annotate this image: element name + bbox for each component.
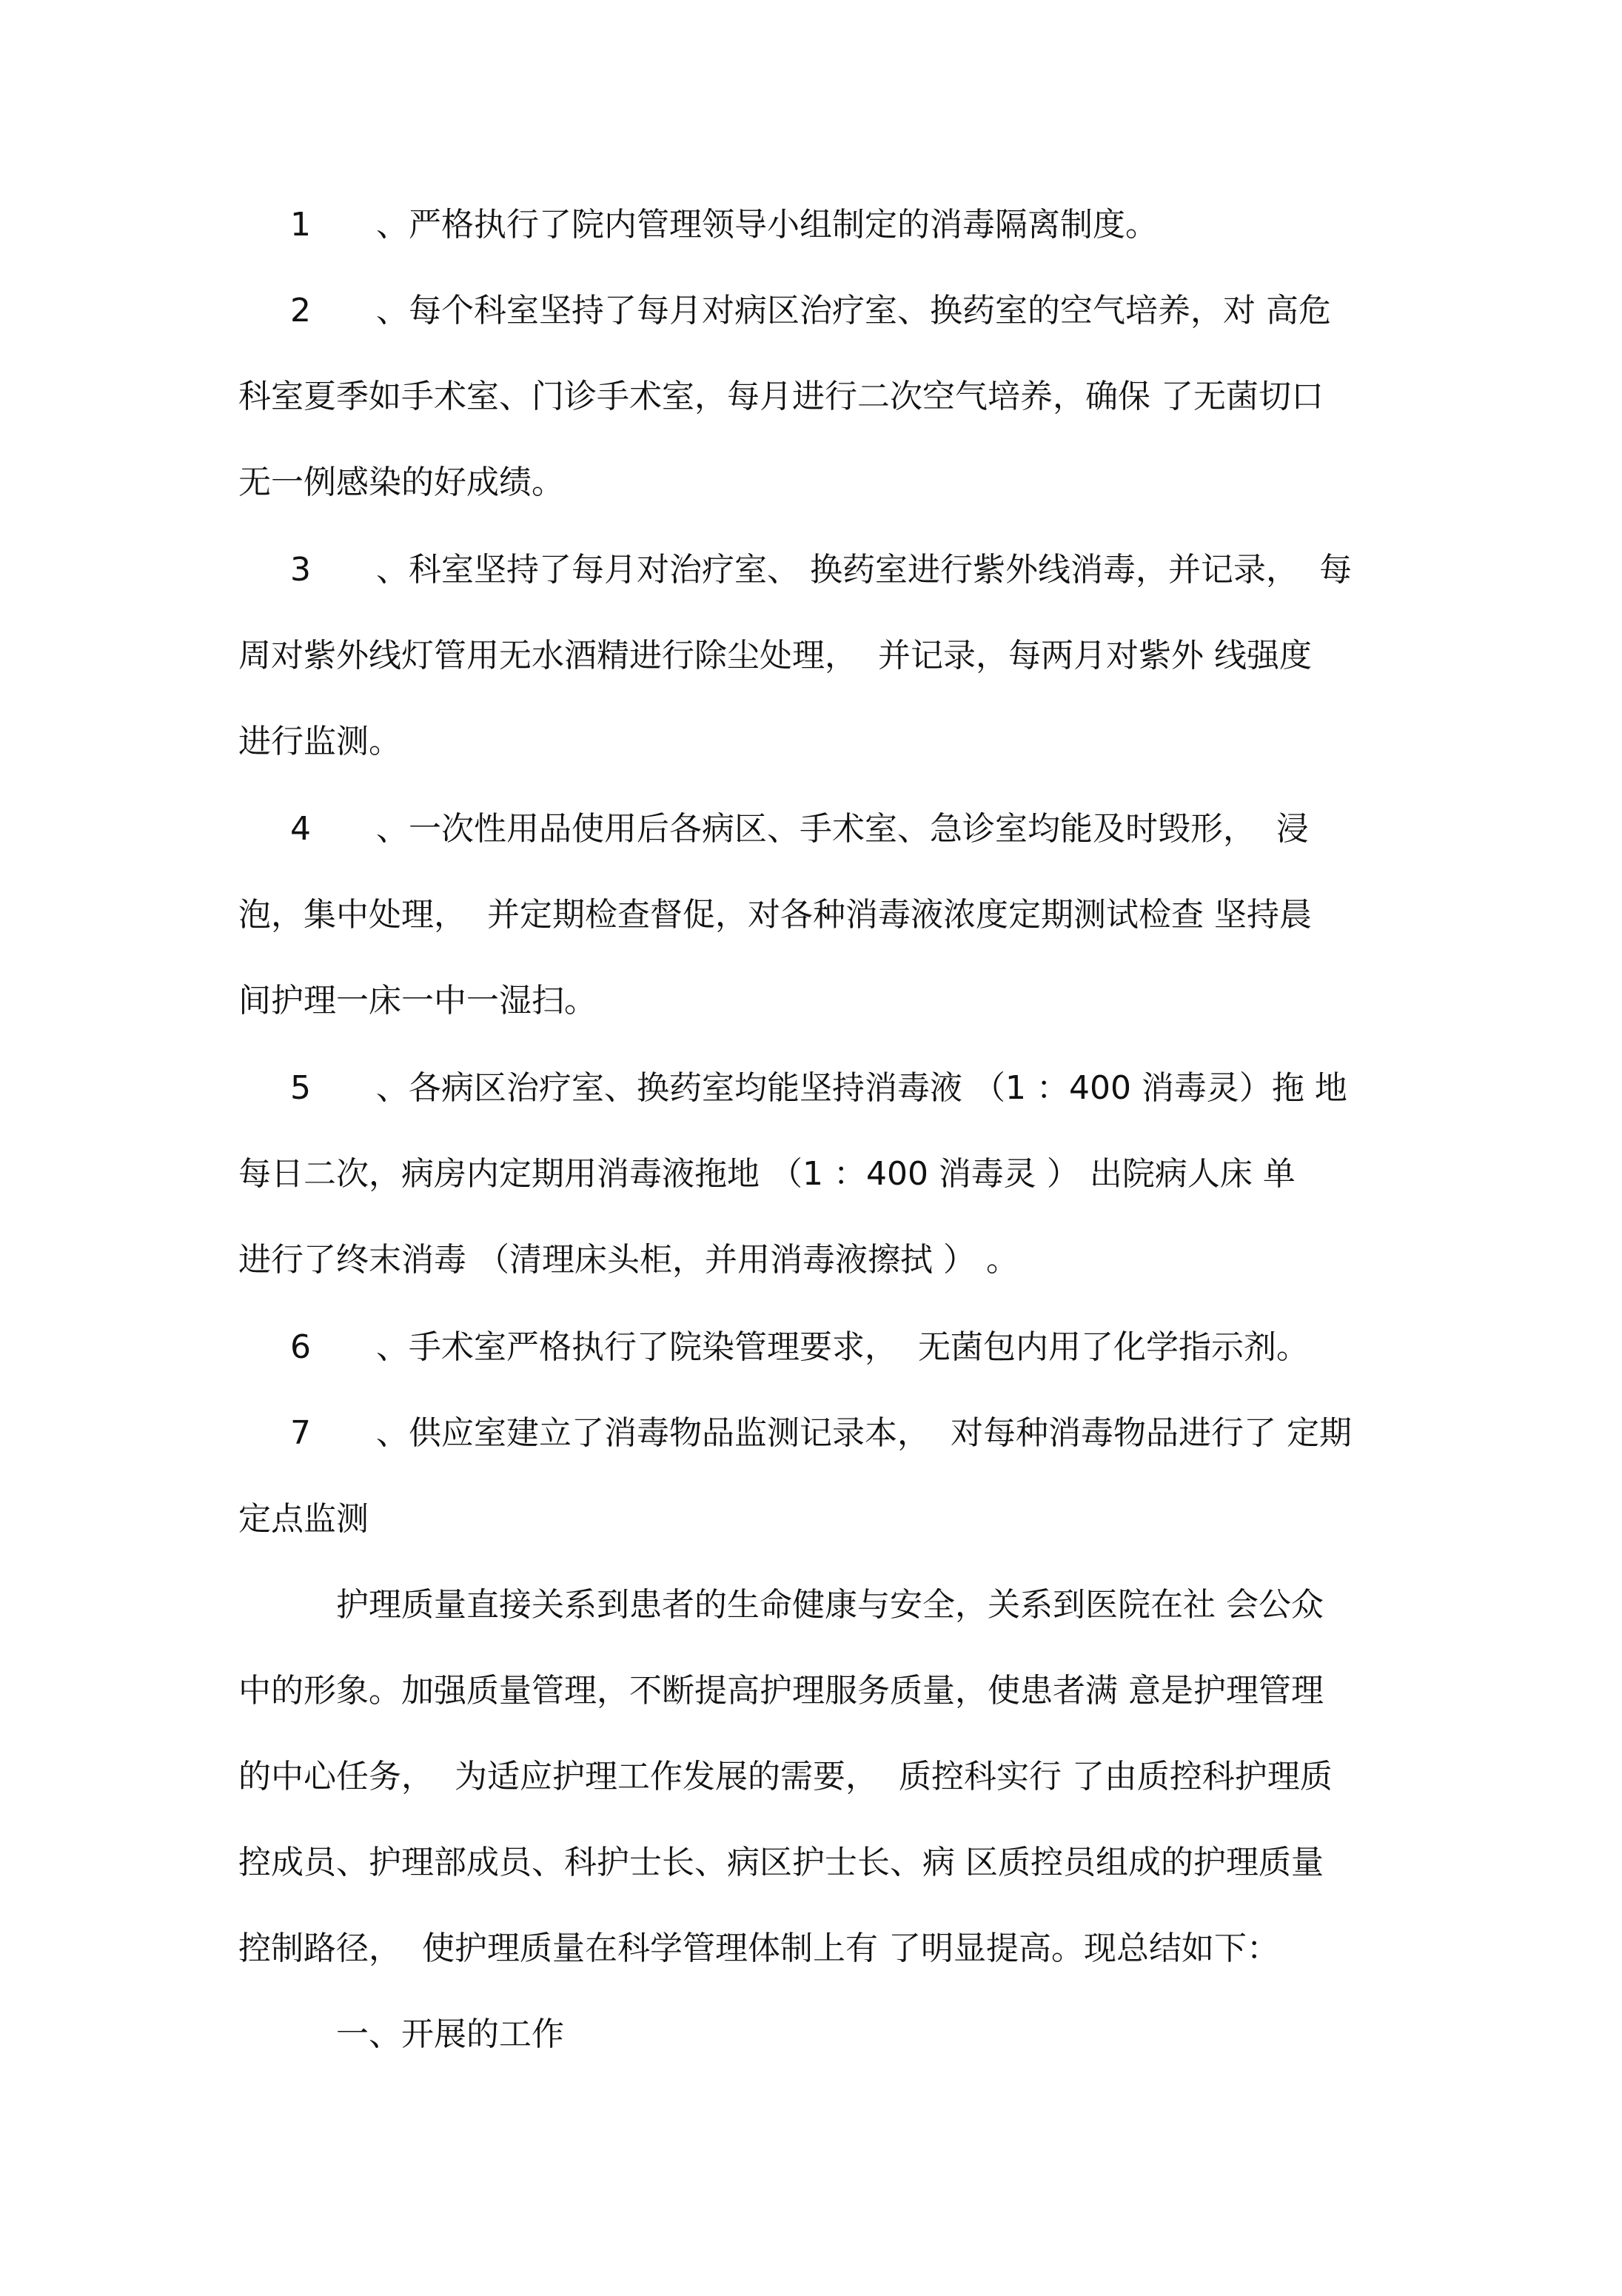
item-1-number: 1: [290, 206, 311, 244]
paragraph-line-3: 的中心任务， 为适应护理工作发展的需要， 质控科实行 了由质控科护理质: [238, 1758, 1333, 1795]
paragraph-line-2: 中的形象。加强质量管理，不断提高护理服务质量，使患者满 意是护理管理: [238, 1672, 1324, 1710]
item-3-text-1: 、科室坚持了每月对治疗室、 换药室进行紫外线消毒，并记录， 每: [376, 551, 1352, 589]
item-4-line-1: [238, 807, 1309, 851]
item-5-line-1: [238, 1066, 1347, 1111]
item-5-line-2: 每日二次，病房内定期用消毒液拖地 （1 ：400 消毒灵 ） 出院病人床 单: [238, 1155, 1296, 1193]
item-3-line-1: [238, 548, 1352, 592]
item-2-text-1: 、每个科室坚持了每月对病区治疗室、换药室的空气培养，对 高危: [376, 292, 1331, 329]
item-3-line-2: 周对紫外线灯管用无水酒精进行除尘处理， 并记录，每两月对紫外 线强度: [238, 637, 1312, 675]
item-7-line-1: [238, 1411, 1352, 1456]
item-3-line-3: 进行监测。: [238, 723, 401, 760]
item-1-text: 、严格执行了院内管理领导小组制定的消毒隔离制度。: [376, 206, 1158, 244]
item-7-text-1: 、供应室建立了消毒物品监测记录本， 对每种消毒物品进行了 定期: [376, 1414, 1352, 1452]
item-5-text-1: 、各病区治疗室、换药室均能坚持消毒液 （1 ：400 消毒灵）拖 地: [376, 1069, 1347, 1107]
item-4-line-3: 间护理一床一中一湿扫。: [238, 982, 597, 1020]
item-3-number: 3: [290, 551, 311, 589]
item-6-number: 6: [290, 1328, 311, 1366]
item-6-line-1: [238, 1325, 1309, 1370]
section-heading: 一、开展的工作: [336, 2015, 564, 2053]
item-2-line-2: 科室夏季如手术室、门诊手术室，每月进行二次空气培养，确保 了无菌切口: [238, 378, 1324, 415]
item-6-text-1: 、手术室严格执行了院染管理要求， 无菌包内用了化学指示剂。: [376, 1328, 1309, 1366]
item-1-line-1: [238, 203, 1158, 247]
item-5-line-3: 进行了终末消毒 （清理床头柜，并用消毒液擦拭 ） 。: [238, 1241, 1019, 1279]
paragraph-line-1: 护理质量直接关系到患者的生命健康与安全，关系到医院在社 会公众: [336, 1586, 1324, 1624]
paragraph-line-5: 控制路径， 使护理质量在科学管理体制上有 了明显提高。现总结如下：: [238, 1929, 1279, 1967]
item-4-text-1: 、一次性用品使用后各病区、手术室、急诊室均能及时毁形， 浸: [376, 810, 1309, 848]
item-7-number: 7: [290, 1414, 311, 1452]
item-2-line-1: [238, 289, 1331, 333]
paragraph-line-4: 控成员、护理部成员、科护士长、病区护士长、病 区质控员组成的护理质量: [238, 1844, 1324, 1881]
item-4-number: 4: [290, 810, 311, 848]
item-2-line-3: 无一例感染的好成绩。: [238, 463, 564, 501]
item-4-line-2: 泡，集中处理， 并定期检查督促，对各种消毒液浓度定期测试检查 坚持晨: [238, 896, 1312, 934]
item-7-line-2: 定点监测: [238, 1500, 369, 1538]
item-2-number: 2: [290, 292, 311, 329]
item-5-number: 5: [290, 1069, 311, 1107]
